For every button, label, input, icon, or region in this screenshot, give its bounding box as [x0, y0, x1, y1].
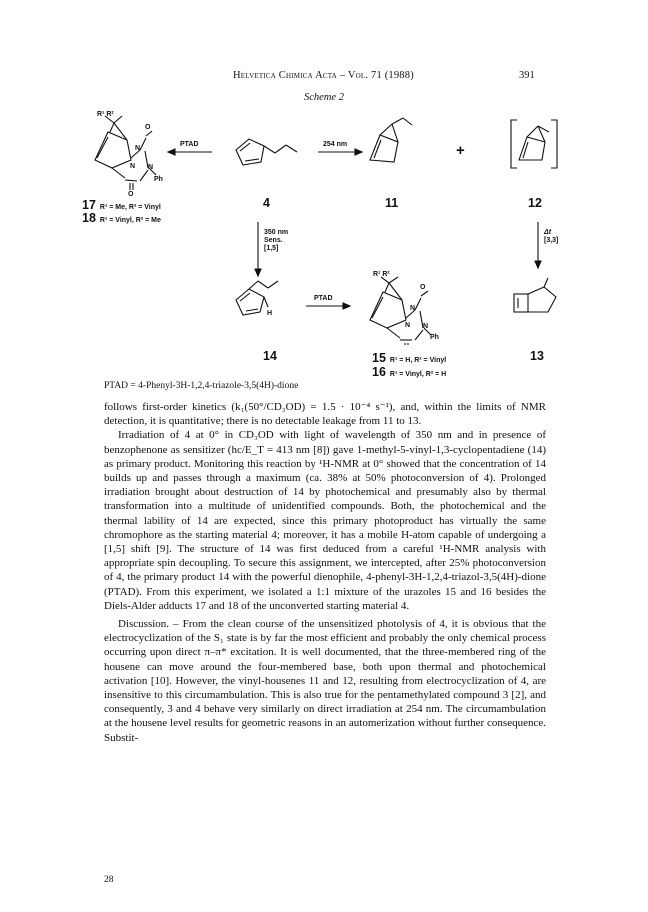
scheme-2-drawing [0, 0, 648, 345]
structure-11 [370, 118, 412, 162]
compound-16-number: 16 [372, 365, 386, 379]
structure-12 [511, 120, 557, 168]
h-label-14: H [267, 310, 273, 317]
arrow-350nm-sens [255, 222, 261, 276]
n-label-15c: N [423, 323, 429, 330]
compound-4-label: 4 [263, 196, 270, 210]
paragraph-1: follows first-order kinetics (k₁(50°/CD₃OD) = 1.5 · 10⁻⁴ s⁻¹), and, within the limits of NMR detection, it is quantitative; there is no detectable leakage from 11 to 13. [104, 401, 546, 428]
o-label-17b: O [128, 191, 134, 198]
thermal-conditions [544, 229, 558, 245]
sens-conditions [264, 229, 288, 253]
structure-4 [236, 139, 297, 165]
ptad-top-label: PTAD [180, 141, 199, 148]
compound-15-description: R¹ = H, R² = Vinyl [389, 357, 447, 364]
compound-18-caption [82, 209, 161, 227]
ptad-arrow-top [168, 149, 212, 155]
n-label-17c: N [148, 164, 154, 171]
footer-signature: 28 [104, 875, 114, 885]
r1r2-label-15: R¹ R² [373, 271, 390, 278]
compound-16-description: R¹ = Vinyl, R² = H [389, 371, 447, 378]
n-label-17a: N [135, 145, 141, 152]
arrow-254nm [318, 149, 362, 155]
r1r2-label-17: R¹ R² [97, 111, 114, 118]
arrow-thermal [535, 222, 541, 268]
ph-label-15: Ph [430, 334, 439, 341]
254nm-label: 254 nm [323, 141, 348, 148]
ptad-arrow-bottom [306, 303, 350, 309]
paragraph-2: Irradiation of 4 at 0° in CD₃OD with light of wavelength of 350 nm and in presence of benzophenone as sensitizer (hc/E_T = 413 nm [8]) gave 1-methyl-5-vinyl-1,3-cyclopentadiene (14) as primary product. Monitoring this reaction by ¹H-NMR at 0° showed that the concentration of 14 builds up and passes through a maximum (ca. 38% at 50% photoconversion of 4). Prolonged irradiation brought about destruction of 14 by photochemical and presumably also by thermal transformation into a multitude of unidentified compounds. Both, the photochemical and the thermal lability of 14 are expected, since this primary photoproduct has virtually the same chromophore as the starting material 4; moreover, it has a mobile H-atom capable of undergoing a [1,5] shift [9]. The structure of 14 was first deduced from a careful ¹H-NMR analysis with appropriate spin decoupling. To secure this assignment, we intercepted, after 25% photoconversion of 4, the primary product 14 with the powerful dienophile, 4-phenyl-3H-1,2,4-triazol-3,5(4H)-dione (PTAD). From this experiment, we isolated a 1:1 mixture of the urazoles 15 and 16 besides the Diels-Alder adducts 17 and 18 of the unconverted starting material 4. [104, 429, 546, 612]
compound-16-caption [372, 363, 446, 381]
compound-12-label: 12 [528, 196, 542, 210]
sens-line-3: [1,5] [264, 245, 279, 252]
compound-18-description: R¹ = Vinyl, R² = Me [99, 217, 161, 224]
thermal-line-1: Δt [544, 229, 552, 236]
ph-label-17: Ph [154, 176, 163, 183]
page-number: 391 [519, 70, 535, 81]
plus-sign: + [456, 142, 465, 159]
scheme-title: Scheme 2 [304, 92, 344, 103]
structure-13 [514, 278, 556, 312]
sens-line-2: Sens. [264, 237, 283, 244]
o-label-15: O [420, 284, 426, 291]
compound-14-label: 14 [263, 349, 277, 363]
n-label-15b: N [405, 322, 411, 329]
thermal-line-2: [3,3] [544, 237, 559, 244]
compound-17-description: R¹ = Me, R² = Vinyl [99, 204, 161, 211]
compound-18-number: 18 [82, 211, 96, 225]
journal-title: Helvetica Chimica Acta – Vol. 71 (1988) [233, 70, 414, 81]
compound-13-label: 13 [530, 349, 544, 363]
compound-17-number: 17 [82, 198, 96, 212]
n-label-15a: N [410, 305, 416, 312]
o-label-17: O [145, 124, 151, 131]
compound-15-number: 15 [372, 351, 386, 365]
paragraph-3: Discussion. – From the clean course of the unsensitized photolysis of 4, it is obvious that the electrocyclization of the S₁ state is by far the most efficient and probably the only chemical process occurring upon direct π–π* excitation. It is well documented, that the three-membered ring of the housene can move around the four-membered base, both upon thermal and photochemical activation [10]. However, the vinyl-housenes 11 and 12, resulting from electrocyclization of 4, are insensitive to this circumambulation. This is also true for the pentamethylated compound 3 [2], and consequently, 3 and 4 behave very similarly on direct irradiation at 254 nm. The circumambulation at the housene level results for geometric reasons in an automerization without further consequence. Substit- [104, 618, 546, 744]
sens-line-1: 350 nm [264, 229, 289, 236]
ptad-bottom-label: PTAD [314, 295, 333, 302]
body-text [104, 400, 546, 745]
compound-11-label: 11 [385, 196, 399, 210]
ptad-footnote: PTAD = 4-Phenyl-3H-1,2,4-triazole-3,5(4H)-dione [104, 381, 299, 391]
n-label-17b: N [130, 163, 136, 170]
